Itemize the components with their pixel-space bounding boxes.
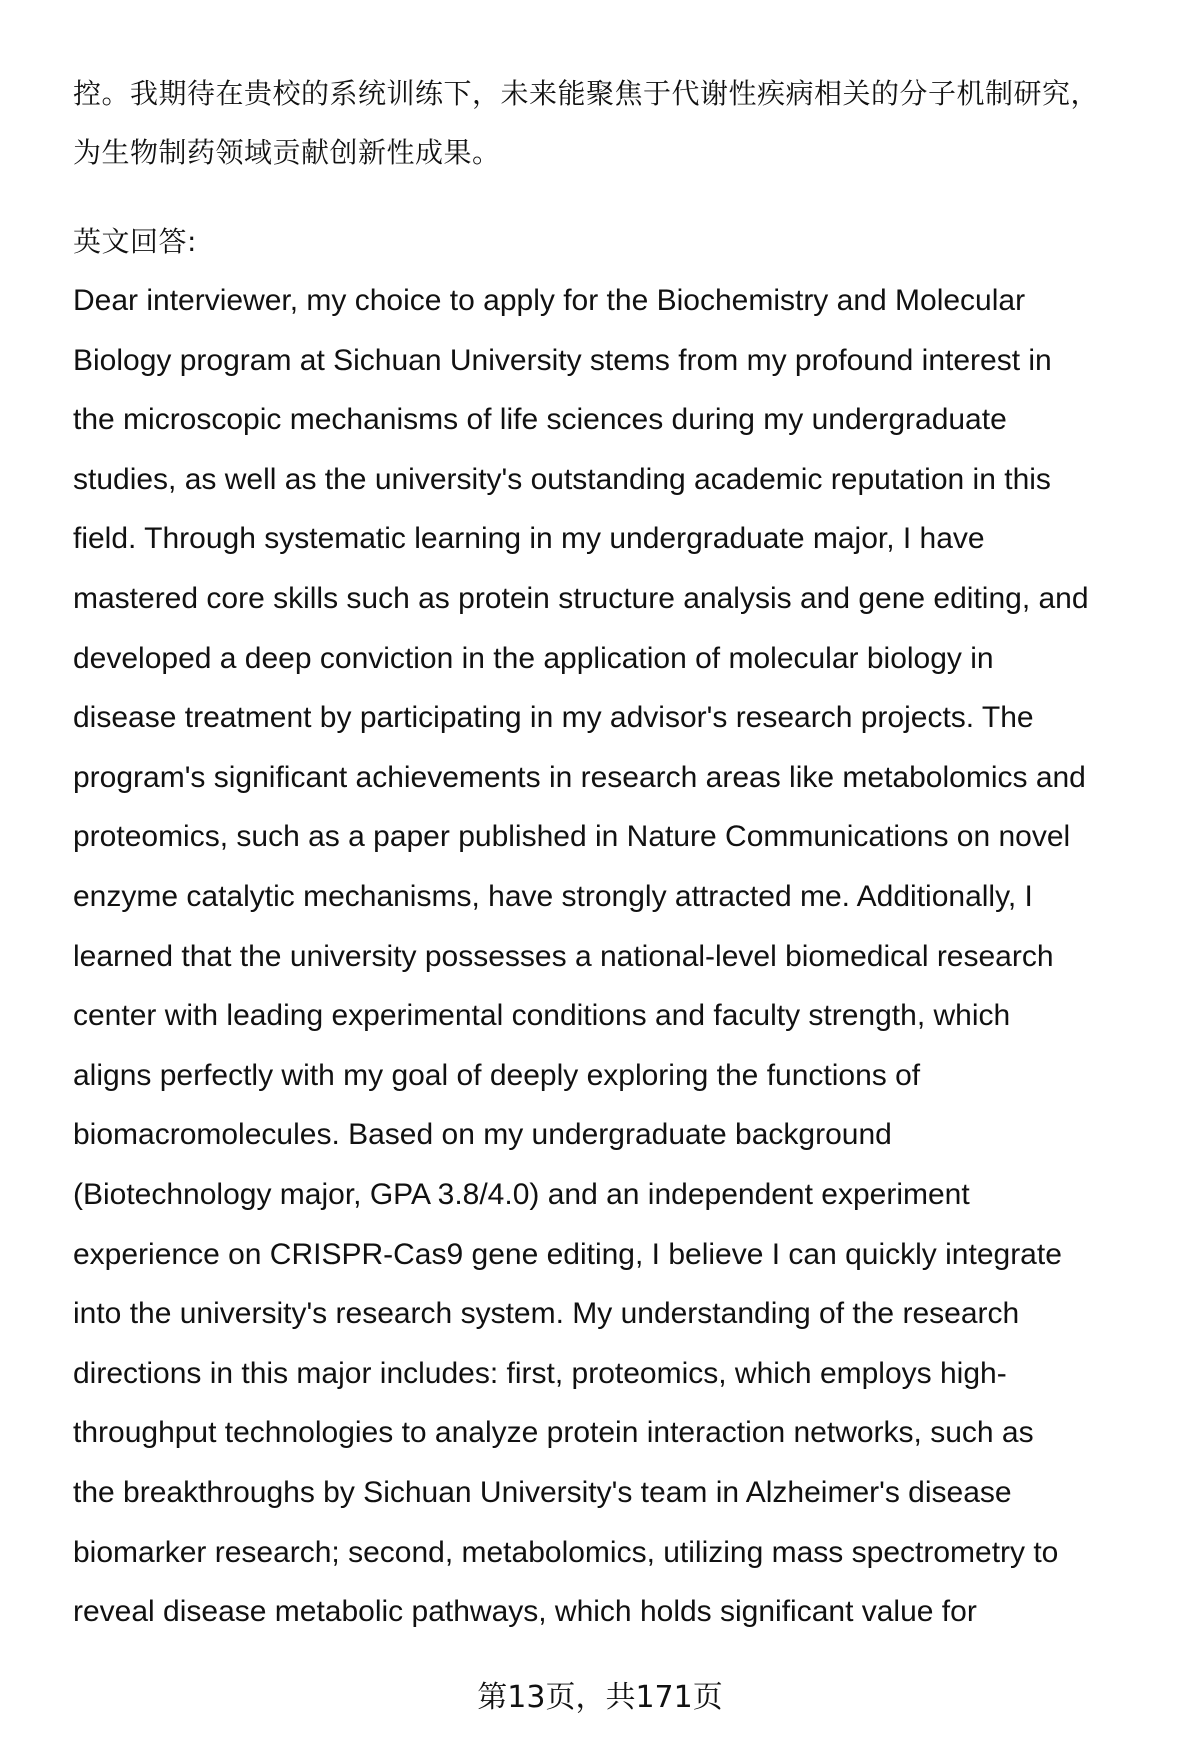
chinese-paragraph-line: 控。我期待在贵校的系统训练下，未来能聚焦于代谢性疾病相关的分子机制研究， [73,77,1100,110]
chinese-paragraph-line: 为生物制药领域贡献创新性成果。 [73,136,501,169]
english-paragraph-line: proteomics, such as a paper published in Nature Communications on novel [73,820,1071,854]
english-paragraph-line: the microscopic mechanisms of life sciences during my undergraduate [73,403,1007,437]
english-paragraph-line: field. Through systematic learning in my undergraduate major, I have [73,522,985,556]
english-paragraph-line: biomarker research; second, metabolomics, utilizing mass spectrometry to [73,1535,1059,1569]
page-number-footer: 第13页，共171页 [477,1680,723,1715]
english-paragraph-line: into the university's research system. My understanding of the research [73,1297,1020,1331]
english-paragraph-line: directions in this major includes: first, proteomics, which employs high- [73,1356,1007,1390]
english-paragraph-line: learned that the university possesses a national-level biomedical research [73,939,1054,973]
english-paragraph-line: enzyme catalytic mechanisms, have strongly attracted me. Additionally, I [73,880,1033,913]
english-paragraph-line: disease treatment by participating in my advisor's research projects. The [73,701,1034,735]
english-paragraph-line: Biology program at Sichuan University stems from my profound interest in [73,343,1052,377]
english-paragraph-line: program's significant achievements in research areas like metabolomics and [73,760,1086,794]
english-paragraph-line: biomacromolecules. Based on my undergraduate background [73,1118,892,1152]
section-heading: 英文回答: [73,225,197,258]
english-paragraph-line: experience on CRISPR-Cas9 gene editing, I believe I can quickly integrate [73,1237,1062,1271]
english-paragraph-line: aligns perfectly with my goal of deeply exploring the functions of [73,1058,921,1092]
english-paragraph-line: the breakthroughs by Sichuan University's team in Alzheimer's disease [73,1476,1012,1509]
english-paragraph-line: center with leading experimental conditions and faculty strength, which [73,999,1011,1033]
english-paragraph-line: throughput technologies to analyze protein interaction networks, such as [73,1416,1034,1450]
english-paragraph-line: Dear interviewer, my choice to apply for the Biochemistry and Molecular [73,284,1026,317]
english-paragraph-line: reveal disease metabolic pathways, which holds significant value for [73,1595,977,1629]
english-paragraph-line: mastered core skills such as protein structure analysis and gene editing, and [73,582,1089,615]
english-paragraph-line: studies, as well as the university's outstanding academic reputation in this [73,462,1051,496]
english-paragraph-line: developed a deep conviction in the application of molecular biology in [73,641,994,675]
english-paragraph-line: (Biotechnology major, GPA 3.8/4.0) and an independent experiment [73,1178,970,1211]
